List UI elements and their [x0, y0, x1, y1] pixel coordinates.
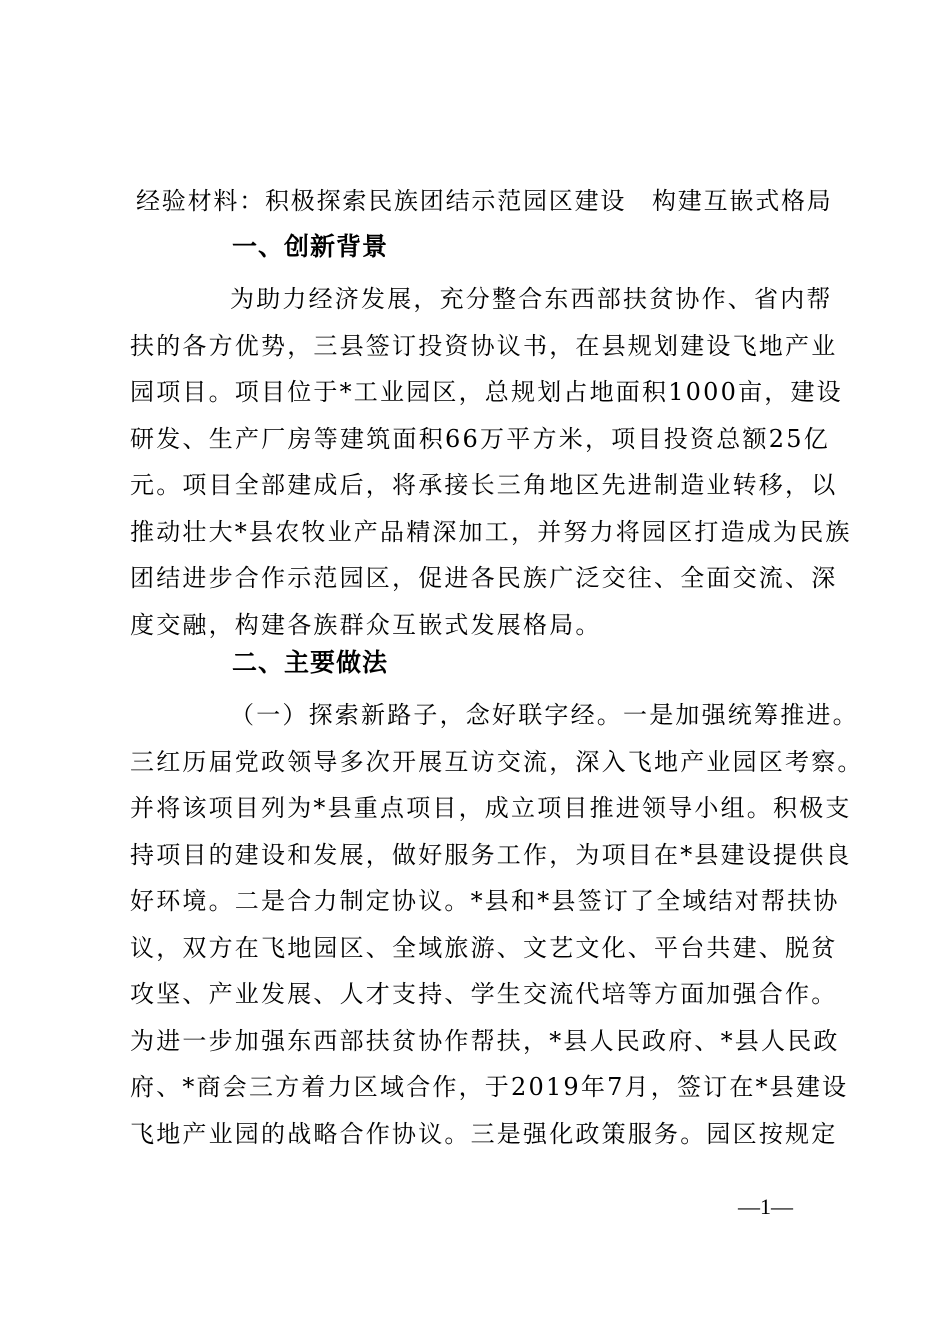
paragraph-line: 度交融，构建各族群众互嵌式发展格局。 — [130, 610, 602, 639]
paragraph-line: 扶的各方优势，三县签订投资协议书，在县规划建设飞地产业 — [130, 331, 838, 360]
paragraph-line: 为助力经济发展，充分整合东西部扶贫协作、省内帮 — [230, 285, 833, 313]
paragraph-line: 为进一步加强东西部扶贫协作帮扶，*县人民政府、*县人民政 — [130, 1026, 840, 1055]
page-number: —1— — [738, 1194, 793, 1219]
paragraph-main-practices — [130, 692, 864, 1157]
paragraph-line: 议，双方在飞地园区、全域旅游、文艺文化、平台共建、脱贫 — [130, 933, 838, 962]
paragraph-line: 元。项目全部建成后，将承接长三角地区先进制造业转移，以 — [130, 471, 838, 499]
section-heading-innovation-background: 一、创新背景 — [232, 232, 389, 261]
paragraph-line: （一）探索新路子，念好联字经。一是加强统筹推进。 — [230, 701, 859, 729]
paragraph-line: 飞地产业园的战略合作协议。三是强化政策服务。园区按规定 — [130, 1119, 838, 1148]
paragraph-line: 推动壮大*县农牧业产品精深加工，并努力将园区打造成为民族 — [130, 517, 852, 546]
paragraph-line: 持项目的建设和发展，做好服务工作，为项目在*县建设提供良 — [130, 840, 852, 869]
paragraph-line: 三红历届党政领导多次开展互访交流，深入飞地产业园区考察。 — [130, 747, 864, 776]
paragraph-innovation-background — [130, 276, 852, 648]
paragraph-line: 并将该项目列为*县重点项目，成立项目推进领导小组。积极支 — [130, 794, 852, 822]
paragraph-line: 好环境。二是合力制定协议。*县和*县签订了全域结对帮扶协 — [130, 887, 840, 915]
section-heading-main-practices: 二、主要做法 — [232, 648, 389, 677]
document-title: 经验材料：积极探索民族团结示范园区建设 构建互嵌式格局 — [136, 187, 833, 215]
paragraph-line: 研发、生产厂房等建筑面积66万平方米，项目投资总额25亿 — [130, 424, 830, 453]
paragraph-line: 府、*商会三方着力区域合作，于2019年7月，签订在*县建设 — [130, 1073, 849, 1101]
paragraph-line: 团结进步合作示范园区，促进各民族广泛交往、全面交流、深 — [130, 564, 838, 592]
paragraph-line: 园项目。项目位于*工业园区，总规划占地面积1000亩，建设 — [130, 378, 843, 406]
paragraph-line: 攻坚、产业发展、人才支持、学生交流代培等方面加强合作。 — [130, 980, 838, 1008]
